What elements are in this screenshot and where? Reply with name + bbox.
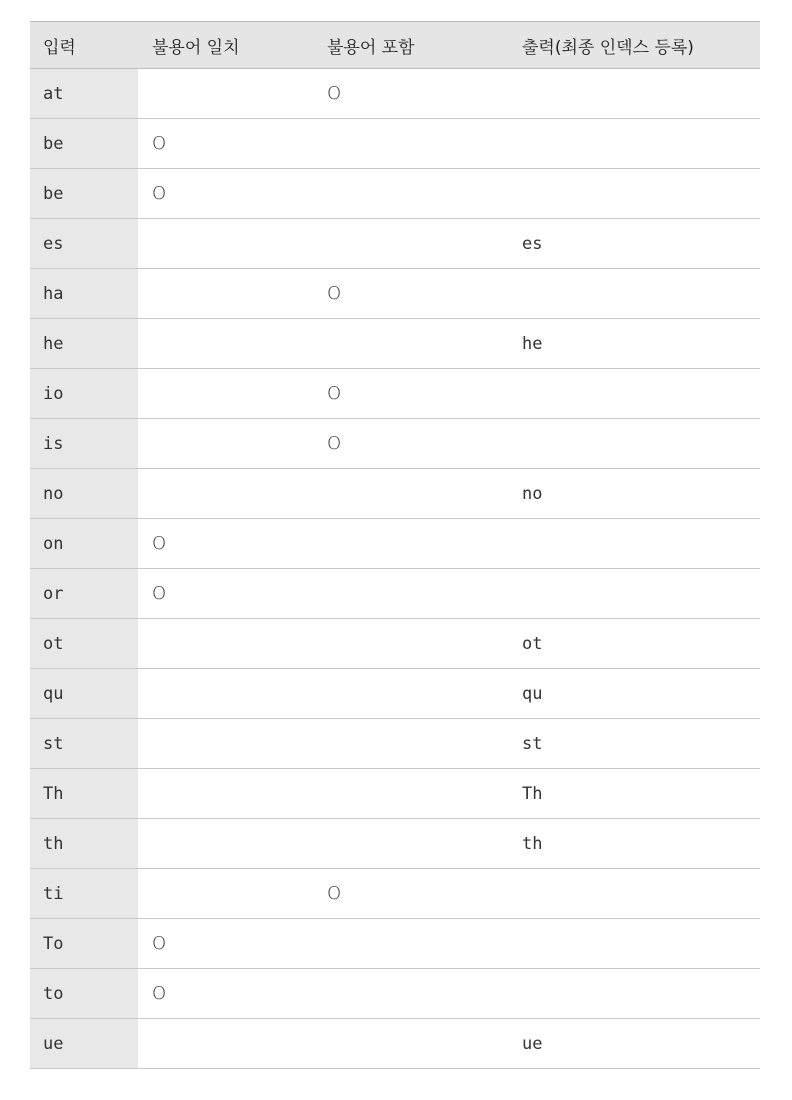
cell-output: es [522,233,543,254]
header-stopword-match: 불용어 일치 [152,37,240,58]
cell-input: is [30,419,138,468]
cell-stopword-match [138,319,313,368]
cell-stopword-match [138,219,313,268]
cell-input: to [30,969,138,1018]
table-row [30,69,760,119]
table-row [30,819,760,869]
cell-stopword-match [138,69,313,118]
cell-input: no [30,469,138,518]
cell-stopword-contains [313,519,508,568]
table-row [30,769,760,819]
cell-output [508,419,760,468]
table-row [30,369,760,419]
cell-stopword-match [138,469,313,518]
table-row [30,119,760,169]
cell-stopword-contains: O [327,283,342,304]
table-row [30,169,760,219]
cell-stopword-match [138,1019,313,1068]
table-row [30,419,760,469]
table-row [30,519,760,569]
cell-stopword-contains [313,919,508,968]
cell-stopword-match: O [152,533,167,554]
cell-input: es [30,219,138,268]
table-row [30,919,760,969]
cell-stopword-contains [313,469,508,518]
cell-output [508,69,760,118]
cell-stopword-match [138,369,313,418]
cell-stopword-contains [313,819,508,868]
cell-stopword-contains: O [327,83,342,104]
cell-input: or [30,569,138,618]
cell-stopword-contains [313,319,508,368]
cell-stopword-match [138,869,313,918]
table-row [30,669,760,719]
cell-output: ot [522,633,543,654]
cell-stopword-match [138,269,313,318]
cell-input: qu [30,669,138,718]
cell-stopword-contains [313,669,508,718]
cell-stopword-contains: O [327,433,342,454]
cell-input: be [30,169,138,218]
cell-output: th [522,833,543,854]
cell-output [508,169,760,218]
table-row [30,319,760,369]
cell-input: ot [30,619,138,668]
cell-stopword-match [138,669,313,718]
cell-output [508,119,760,168]
cell-stopword-contains [313,119,508,168]
cell-stopword-match [138,819,313,868]
cell-input: ti [30,869,138,918]
cell-input: at [30,69,138,118]
cell-stopword-match: O [152,933,167,954]
cell-input: st [30,719,138,768]
table-row [30,569,760,619]
cell-stopword-contains: O [327,383,342,404]
cell-stopword-match [138,719,313,768]
table-body [30,69,760,1069]
table-row [30,219,760,269]
cell-output [508,519,760,568]
stopword-table [30,21,760,1069]
cell-output: he [522,333,543,354]
table-header-row [30,22,760,69]
cell-output [508,919,760,968]
cell-stopword-match: O [152,583,167,604]
cell-stopword-match [138,619,313,668]
cell-stopword-contains [313,169,508,218]
cell-input: ue [30,1019,138,1068]
cell-stopword-match: O [152,183,167,204]
table-row [30,869,760,919]
cell-input: ha [30,269,138,318]
header-input: 입력 [43,37,76,58]
cell-input: To [30,919,138,968]
cell-stopword-contains [313,969,508,1018]
cell-stopword-match: O [152,983,167,1004]
cell-output: ue [522,1033,543,1054]
cell-output [508,369,760,418]
cell-stopword-contains [313,1019,508,1068]
cell-stopword-contains [313,619,508,668]
cell-stopword-contains [313,569,508,618]
cell-stopword-contains [313,769,508,818]
cell-input: on [30,519,138,568]
cell-output: Th [522,783,543,804]
cell-stopword-contains: O [327,883,342,904]
cell-input: io [30,369,138,418]
cell-input: th [30,819,138,868]
cell-output: no [522,483,543,504]
cell-output: st [522,733,543,754]
table-row [30,1019,760,1069]
cell-output: qu [522,683,543,704]
table-row [30,969,760,1019]
cell-input: Th [30,769,138,818]
cell-output [508,269,760,318]
cell-stopword-match [138,419,313,468]
cell-stopword-match: O [152,133,167,154]
cell-input: be [30,119,138,168]
cell-stopword-contains [313,219,508,268]
cell-output [508,969,760,1018]
cell-output [508,869,760,918]
table-row [30,619,760,669]
cell-output [508,569,760,618]
cell-stopword-contains [313,719,508,768]
table-row [30,719,760,769]
table-row [30,269,760,319]
cell-stopword-match [138,769,313,818]
cell-input: he [30,319,138,368]
header-output: 출력(최종 인덱스 등록) [522,37,694,58]
header-stopword-contains: 불용어 포함 [327,37,415,58]
table-row [30,469,760,519]
